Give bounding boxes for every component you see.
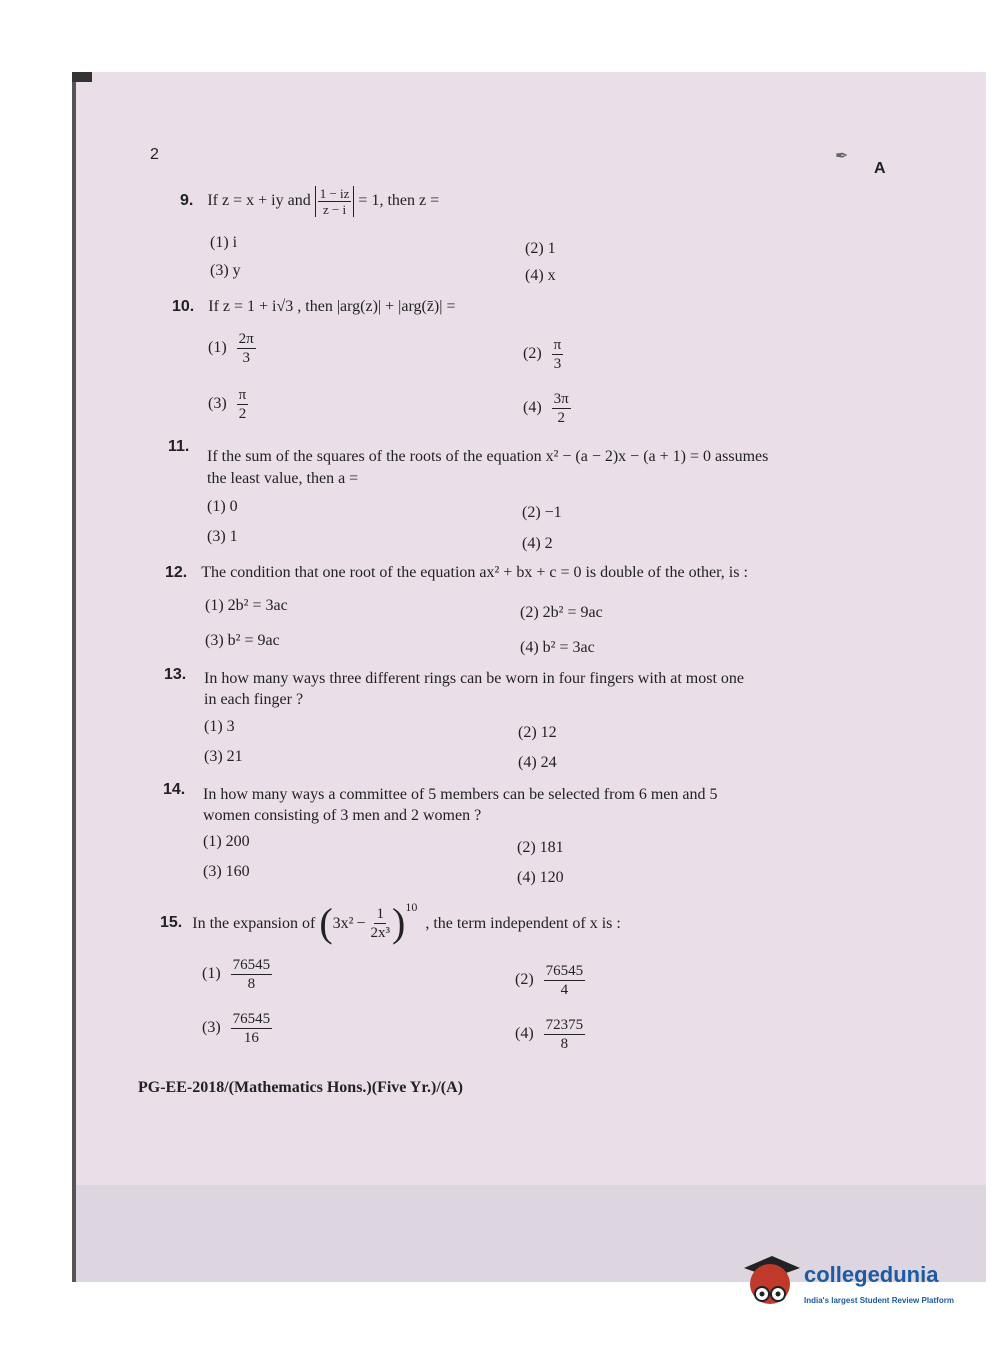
option-label: (2) (523, 345, 542, 363)
fraction-denominator: 8 (247, 976, 256, 992)
footer-paper-code: PG-EE-2018/(Mathematics Hons.)(Five Yr.)/(A) (138, 1079, 463, 1096)
right-paren: ) (391, 900, 406, 945)
option-3: (3) 21 (204, 748, 243, 765)
absolute-value-fraction (315, 186, 355, 217)
option-1: (1) 2b² = 3ac (205, 597, 288, 614)
question-number: 10. (172, 298, 195, 315)
fraction-numerator: 76545 (545, 963, 584, 979)
fraction-denominator: 4 (560, 982, 569, 998)
option-3 (202, 1010, 272, 1047)
fraction-numerator: π (238, 387, 247, 403)
fraction-denominator: 2 (557, 410, 565, 426)
question-number: 11. (168, 438, 190, 455)
fraction-numerator: 76545 (232, 957, 271, 973)
question-15 (160, 898, 621, 948)
question-12 (165, 562, 748, 583)
fraction-numerator: 1 − iz (319, 186, 350, 201)
fraction-denominator: z − i (322, 202, 347, 217)
fraction-denominator: 3 (242, 350, 250, 366)
question-number: 9. (180, 192, 194, 210)
option-2: (2) −1 (522, 504, 562, 521)
option-4: (4) 120 (517, 869, 564, 886)
question-text-end: , the term independent of x is : (425, 914, 621, 932)
option-label: (3) (208, 395, 227, 413)
question-text: In how many ways three different rings can be worn in four fingers with at most one (204, 670, 745, 687)
fraction-denominator: 2x³ (370, 924, 390, 941)
fraction-denominator: 16 (243, 1030, 259, 1046)
question-text-line2: the least value, then a = (207, 470, 359, 487)
option-2 (515, 962, 585, 999)
option-label: (2) (515, 971, 534, 989)
option-label: (4) (523, 399, 542, 417)
option-1 (208, 330, 256, 367)
fraction-numerator: 76545 (232, 1011, 271, 1027)
exponent: 10 (405, 900, 418, 914)
fraction-numerator: π (553, 337, 562, 353)
fraction-numerator: 2π (238, 331, 254, 347)
option-1: (1) 200 (203, 833, 250, 850)
pen-mark-icon: ✒ (835, 148, 849, 165)
option-3: (3) y (210, 262, 241, 279)
option-4: (4) 2 (522, 535, 553, 552)
option-label: (3) (202, 1019, 221, 1037)
option-4 (523, 390, 571, 427)
question-number: 15. (160, 914, 183, 931)
question-text: If the sum of the squares of the roots of the equation x² − (a − 2)x − (a + 1) = 0 assumes (207, 448, 769, 465)
question-number: 14. (163, 781, 186, 798)
collegedunia-logo (742, 1248, 972, 1320)
option-1: (1) 0 (207, 498, 238, 515)
option-3: (3) 1 (207, 528, 238, 545)
fraction-denominator: 3 (553, 356, 562, 372)
option-1: (1) 3 (204, 718, 235, 735)
fraction-numerator: 72375 (545, 1017, 584, 1033)
question-text: If z = x + iy and (207, 192, 311, 210)
option-4 (515, 1016, 585, 1053)
logo-name: collegedunia (804, 1262, 939, 1287)
question-text-line2: in each finger ? (204, 691, 304, 708)
set-letter: A (874, 160, 886, 177)
question-text: In the expansion of (192, 914, 316, 932)
page-corner (72, 72, 92, 82)
mascot-icon (742, 1248, 802, 1320)
question-14 (163, 781, 185, 799)
question-number: 12. (165, 564, 188, 581)
option-1: (1) i (210, 234, 238, 251)
option-2: (2) 181 (517, 839, 564, 856)
option-2 (523, 336, 563, 373)
question-9 (180, 186, 439, 217)
page-edge (72, 72, 76, 1282)
question-11 (168, 438, 189, 456)
option-4: (4) b² = 3ac (520, 639, 595, 656)
fraction-numerator: 3π (553, 391, 569, 407)
option-1 (202, 956, 272, 993)
option-2: (2) 12 (518, 724, 557, 741)
option-4: (4) 24 (518, 754, 557, 771)
question-text: If z = 1 + i√3 , then |arg(z)| + |arg(z̄)| = (208, 298, 456, 315)
option-label: (1) (202, 965, 221, 983)
option-4: (4) x (525, 267, 556, 284)
question-text-line2: women consisting of 3 men and 2 women ? (203, 807, 482, 824)
question-text: The condition that one root of the equation ax² + bx + c = 0 is double of the other, is : (201, 564, 748, 581)
fraction-numerator: 1 (376, 905, 384, 922)
option-2: (2) 1 (525, 240, 556, 257)
question-text-end: = 1, then z = (358, 192, 440, 210)
fraction-denominator: 8 (560, 1036, 569, 1052)
page-number: 2 (150, 146, 159, 163)
question-text: In how many ways a committee of 5 members can be selected from 6 men and 5 (203, 786, 718, 803)
option-2: (2) 2b² = 9ac (520, 604, 603, 621)
option-3: (3) 160 (203, 863, 250, 880)
option-3 (208, 386, 248, 423)
logo-tagline: India's largest Student Review Platform (804, 1296, 954, 1305)
fraction-denominator: 2 (238, 406, 247, 422)
option-label: (4) (515, 1025, 534, 1043)
left-paren: ( (319, 900, 333, 945)
minus-sign: − (356, 914, 366, 932)
question-13 (164, 666, 186, 684)
question-number: 13. (164, 666, 187, 683)
expansion-term: 3x² (332, 914, 354, 932)
option-label: (1) (208, 339, 227, 357)
question-10 (172, 296, 455, 317)
option-3: (3) b² = 9ac (205, 632, 280, 649)
